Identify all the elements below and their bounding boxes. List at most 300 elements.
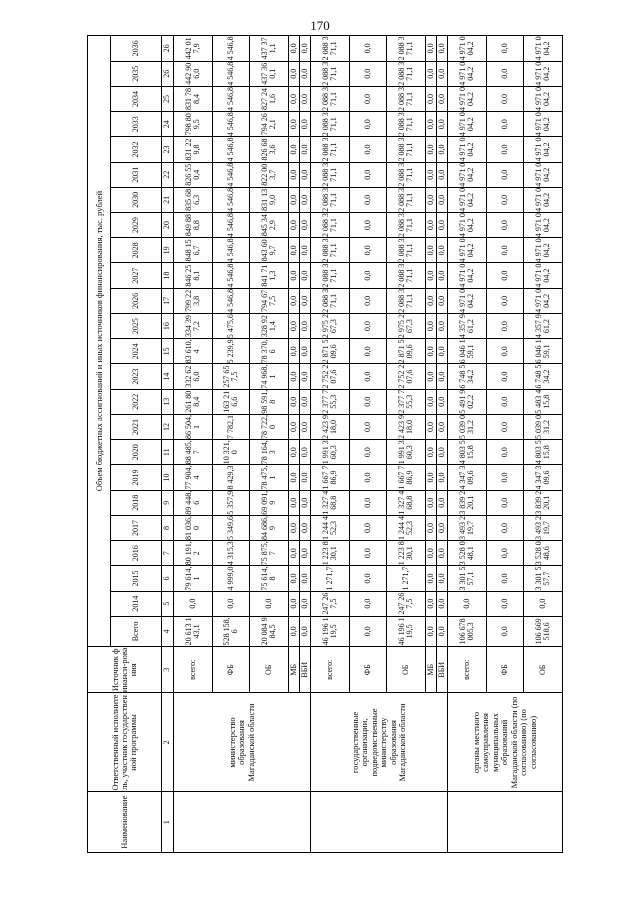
source-cell: МБ bbox=[426, 647, 437, 693]
value-cell: 0,0 bbox=[300, 187, 311, 212]
value-cell: 4 999,0 bbox=[213, 566, 250, 591]
value-cell: 442 906,0 bbox=[174, 61, 213, 86]
source-cell: ВБИ bbox=[300, 647, 311, 693]
value-cell: 4 546,8 bbox=[213, 288, 250, 313]
value-cell: 1 223 830,1 bbox=[387, 541, 426, 566]
executor-cell: министерство образования Магаданской области bbox=[174, 693, 311, 792]
value-cell: 0,0 bbox=[289, 440, 300, 465]
value-cell: 328 921,4 bbox=[250, 313, 289, 338]
value-cell: 0,0 bbox=[289, 137, 300, 162]
value-cell: 2 377 755,3 bbox=[387, 389, 426, 414]
value-cell: 2 088 371,1 bbox=[387, 213, 426, 238]
value-cell: 0,0 bbox=[487, 465, 524, 490]
value-cell: 8 429,3 bbox=[213, 465, 250, 490]
value-cell: 831 788,4 bbox=[174, 86, 213, 111]
column-index: 1 bbox=[162, 792, 174, 853]
value-cell: 0,0 bbox=[350, 465, 387, 490]
header-year: 2024 bbox=[111, 339, 162, 364]
value-cell: 846 258,1 bbox=[174, 263, 213, 288]
column-index: 5 bbox=[162, 591, 174, 616]
value-cell: 106 678 005,3 bbox=[448, 616, 487, 646]
value-cell: 826 683,6 bbox=[250, 137, 289, 162]
value-cell: 2 871 509,6 bbox=[387, 339, 426, 364]
value-cell: 2 752 207,6 bbox=[387, 364, 426, 389]
value-cell: 1 271,7 bbox=[311, 566, 350, 591]
value-cell: 5 039 031,2 bbox=[524, 414, 563, 439]
header-year: 2032 bbox=[111, 137, 162, 162]
value-cell: 4 971 004,2 bbox=[448, 263, 487, 288]
value-cell: 0,0 bbox=[487, 364, 524, 389]
value-cell: 0,0 bbox=[289, 389, 300, 414]
column-index: 17 bbox=[162, 288, 174, 313]
value-cell: 0,0 bbox=[437, 187, 448, 212]
value-cell: 2 088 371,1 bbox=[311, 36, 350, 62]
value-cell: 0,0 bbox=[487, 86, 524, 111]
value-cell: 247 267,5 bbox=[387, 591, 426, 616]
source-cell: всего: bbox=[311, 647, 350, 693]
value-cell: 0,0 bbox=[300, 541, 311, 566]
value-cell: 4 803 515,8 bbox=[448, 440, 487, 465]
executor-cell: органы местного самоуправления муниципальных образований Магаданской области (по согласованию) (по согласованию) bbox=[448, 693, 563, 792]
value-cell: 4 546,8 bbox=[213, 61, 250, 86]
value-cell: 75 875,7 bbox=[250, 541, 289, 566]
value-cell: 4 971 004,2 bbox=[524, 112, 563, 137]
value-cell: 0,0 bbox=[437, 591, 448, 616]
value-cell: 0,0 bbox=[437, 414, 448, 439]
value-cell: 3 528 048,1 bbox=[448, 541, 487, 566]
name-cell bbox=[174, 792, 311, 853]
header-year: 2031 bbox=[111, 162, 162, 187]
header-year: 2021 bbox=[111, 414, 162, 439]
value-cell: 0,0 bbox=[300, 616, 311, 646]
value-cell: 799 223,8 bbox=[174, 288, 213, 313]
page-number: 170 bbox=[310, 18, 330, 33]
value-cell: 4 546,8 bbox=[213, 36, 250, 62]
value-cell: 2 088 371,1 bbox=[387, 61, 426, 86]
value-cell: 0,0 bbox=[487, 616, 524, 646]
value-cell: 2 088 371,1 bbox=[387, 137, 426, 162]
value-cell: 4 803 515,8 bbox=[524, 440, 563, 465]
name-cell bbox=[448, 792, 563, 853]
value-cell: 0,0 bbox=[350, 213, 387, 238]
value-cell: 4 971 004,2 bbox=[524, 238, 563, 263]
value-cell: 0,0 bbox=[289, 490, 300, 515]
value-cell: 0,0 bbox=[289, 515, 300, 540]
executor-cell: государственные организации, подведомственные министерству образования Магаданской области bbox=[311, 693, 448, 792]
value-cell: 0,0 bbox=[289, 339, 300, 364]
value-cell: 6 748 534,2 bbox=[524, 364, 563, 389]
value-cell: 0,0 bbox=[437, 515, 448, 540]
value-cell: 2 088 371,1 bbox=[387, 112, 426, 137]
value-cell: 0,0 bbox=[426, 313, 437, 338]
source-cell: ОБ bbox=[387, 647, 426, 693]
value-cell: 4 971 004,2 bbox=[448, 36, 487, 62]
value-cell: 0,0 bbox=[437, 213, 448, 238]
source-cell: ОБ bbox=[250, 647, 289, 693]
value-cell: 4 971 004,2 bbox=[448, 61, 487, 86]
value-cell: 0,0 bbox=[487, 263, 524, 288]
value-cell: 0,0 bbox=[174, 591, 213, 616]
table-row bbox=[448, 36, 487, 853]
index-row bbox=[162, 36, 174, 853]
value-cell: 0,0 bbox=[300, 213, 311, 238]
value-cell: 0,0 bbox=[426, 515, 437, 540]
value-cell: 0,0 bbox=[487, 541, 524, 566]
value-cell: 0,0 bbox=[300, 490, 311, 515]
value-cell: 0,0 bbox=[300, 364, 311, 389]
header-executor: Ответственный исполнитель, участник государственной программы bbox=[88, 693, 162, 792]
header-source: Источник финанси-рования bbox=[88, 647, 162, 693]
header-year: 2018 bbox=[111, 490, 162, 515]
value-cell: 4 546,8 bbox=[213, 162, 250, 187]
value-cell: 0,0 bbox=[426, 591, 437, 616]
header-year: 2034 bbox=[111, 86, 162, 111]
value-cell: 0,0 bbox=[426, 86, 437, 111]
value-cell: 0,0 bbox=[289, 187, 300, 212]
value-cell: 0,0 bbox=[426, 162, 437, 187]
value-cell: 0,0 bbox=[300, 440, 311, 465]
value-cell: 2 088 371,1 bbox=[311, 137, 350, 162]
value-cell: 163 216,6 bbox=[213, 389, 250, 414]
value-cell: 0,0 bbox=[289, 541, 300, 566]
value-cell: 0,0 bbox=[350, 238, 387, 263]
value-cell: 0,0 bbox=[437, 238, 448, 263]
column-index: 9 bbox=[162, 490, 174, 515]
value-cell: 437 371,1 bbox=[250, 36, 289, 62]
value-cell: 78 475,1 bbox=[250, 465, 289, 490]
column-index: 13 bbox=[162, 389, 174, 414]
header-year: 2033 bbox=[111, 112, 162, 137]
value-cell: 794 677,5 bbox=[250, 288, 289, 313]
value-cell: 69 091,9 bbox=[250, 490, 289, 515]
value-cell: 0,0 bbox=[350, 364, 387, 389]
value-cell: 5 491 902,2 bbox=[448, 389, 487, 414]
value-cell: 0,0 bbox=[300, 414, 311, 439]
header-year: 2020 bbox=[111, 440, 162, 465]
value-cell: 0,0 bbox=[426, 389, 437, 414]
value-cell: 0,0 bbox=[426, 137, 437, 162]
value-cell: 4 971 004,2 bbox=[448, 238, 487, 263]
column-index: 20 bbox=[162, 213, 174, 238]
value-cell: 81 036,0 bbox=[174, 515, 213, 540]
value-cell: 4 357 961,2 bbox=[524, 313, 563, 338]
value-cell: 0,0 bbox=[437, 112, 448, 137]
value-cell: 2 423 918,0 bbox=[387, 414, 426, 439]
column-index: 10 bbox=[162, 465, 174, 490]
value-cell: 5 475,6 bbox=[213, 313, 250, 338]
header-year: 2030 bbox=[111, 187, 162, 212]
value-cell: 1 271,7 bbox=[387, 566, 426, 591]
value-cell: 849 888,8 bbox=[174, 213, 213, 238]
value-cell: 798 809,5 bbox=[174, 112, 213, 137]
value-cell: 1 667 786,9 bbox=[311, 465, 350, 490]
value-cell: 78 370,6 bbox=[250, 339, 289, 364]
value-cell: 2 088 371,1 bbox=[311, 238, 350, 263]
value-cell: 4 971 004,2 bbox=[524, 137, 563, 162]
value-cell: 0,0 bbox=[350, 36, 387, 62]
value-cell: 1 244 452,3 bbox=[311, 515, 350, 540]
value-cell: 843 609,7 bbox=[250, 238, 289, 263]
value-cell: 1 991 360,3 bbox=[311, 440, 350, 465]
value-cell: 0,0 bbox=[289, 238, 300, 263]
value-cell: 0,0 bbox=[289, 465, 300, 490]
value-cell: 0,0 bbox=[300, 112, 311, 137]
column-index: 7 bbox=[162, 541, 174, 566]
value-cell: 0,0 bbox=[300, 313, 311, 338]
column-index: 2 bbox=[162, 693, 174, 792]
value-cell: 0,0 bbox=[300, 238, 311, 263]
value-cell: 4 347 309,6 bbox=[524, 465, 563, 490]
source-cell: ФБ bbox=[350, 647, 387, 693]
column-index: 18 bbox=[162, 263, 174, 288]
header-name: Наименование bbox=[88, 792, 162, 853]
value-cell: 247 267,5 bbox=[311, 591, 350, 616]
value-cell: 0,0 bbox=[437, 288, 448, 313]
value-cell: 0,0 bbox=[437, 137, 448, 162]
value-cell: 0,0 bbox=[289, 36, 300, 62]
column-index: 4 bbox=[162, 616, 174, 646]
value-cell: 0,0 bbox=[426, 238, 437, 263]
value-cell: 0,0 bbox=[350, 61, 387, 86]
value-cell: 822 003,7 bbox=[250, 162, 289, 187]
value-cell: 86 504,1 bbox=[174, 414, 213, 439]
funding-table bbox=[87, 35, 563, 853]
column-index: 11 bbox=[162, 440, 174, 465]
value-cell: 0,0 bbox=[426, 263, 437, 288]
value-cell: 2 088 371,1 bbox=[311, 187, 350, 212]
value-cell: 0,0 bbox=[487, 414, 524, 439]
value-cell: 2 088 371,1 bbox=[387, 162, 426, 187]
value-cell: 3 528 048,6 bbox=[524, 541, 563, 566]
value-cell: 0,0 bbox=[487, 566, 524, 591]
table-row bbox=[311, 36, 350, 853]
value-cell: 0,0 bbox=[426, 288, 437, 313]
value-cell: 0,0 bbox=[300, 61, 311, 86]
value-cell: 0,0 bbox=[289, 162, 300, 187]
value-cell: 0,0 bbox=[289, 263, 300, 288]
value-cell: 0,0 bbox=[350, 389, 387, 414]
header-row bbox=[88, 36, 111, 853]
column-index: 6 bbox=[162, 566, 174, 591]
value-cell: 1 244 452,3 bbox=[387, 515, 426, 540]
value-cell: 4 546,8 bbox=[213, 112, 250, 137]
header-year: 2019 bbox=[111, 465, 162, 490]
column-index: 16 bbox=[162, 313, 174, 338]
value-cell: 3 493 219,7 bbox=[524, 515, 563, 540]
value-cell: 0,0 bbox=[350, 414, 387, 439]
value-cell: 3 839 220,1 bbox=[524, 490, 563, 515]
value-cell: 835 686,3 bbox=[174, 187, 213, 212]
value-cell: 4 546,8 bbox=[213, 213, 250, 238]
value-cell: 5 483 415,8 bbox=[524, 389, 563, 414]
value-cell: 0,0 bbox=[289, 288, 300, 313]
value-cell: 0,0 bbox=[350, 490, 387, 515]
value-cell: 6 748 534,2 bbox=[448, 364, 487, 389]
value-cell: 2 975 267,3 bbox=[311, 313, 350, 338]
value-cell: 442 017,9 bbox=[174, 36, 213, 62]
column-index: 23 bbox=[162, 137, 174, 162]
value-cell: 332 626,0 bbox=[174, 364, 213, 389]
value-cell: 74 968,1 bbox=[250, 364, 289, 389]
value-cell: 5 357,9 bbox=[213, 490, 250, 515]
value-cell: 0,0 bbox=[350, 440, 387, 465]
value-cell: 0,0 bbox=[487, 213, 524, 238]
value-cell: 89 448,6 bbox=[174, 490, 213, 515]
value-cell: 0,0 bbox=[437, 616, 448, 646]
value-cell: 0,0 bbox=[289, 566, 300, 591]
value-cell: 0,0 bbox=[487, 389, 524, 414]
value-cell: 4 971 004,2 bbox=[448, 187, 487, 212]
value-cell: 4 971 004,2 bbox=[524, 86, 563, 111]
value-cell: 0,0 bbox=[350, 137, 387, 162]
value-cell: 4 546,8 bbox=[213, 263, 250, 288]
header-year: 2016 bbox=[111, 541, 162, 566]
value-cell: 0,0 bbox=[289, 591, 300, 616]
value-cell: 10 321,0 bbox=[213, 440, 250, 465]
value-cell: 4 546,8 bbox=[213, 238, 250, 263]
value-cell: 79 614,1 bbox=[174, 566, 213, 591]
value-cell: 4 546,8 bbox=[213, 86, 250, 111]
value-cell: 2 088 371,1 bbox=[387, 263, 426, 288]
value-cell: 831 139,0 bbox=[250, 187, 289, 212]
value-cell: 0,0 bbox=[437, 541, 448, 566]
value-cell: 0,0 bbox=[289, 313, 300, 338]
value-cell: 0,0 bbox=[426, 616, 437, 646]
value-cell: 84 686,9 bbox=[250, 515, 289, 540]
value-cell: 4 971 004,2 bbox=[448, 288, 487, 313]
value-cell: 3 493 219,7 bbox=[448, 515, 487, 540]
value-cell: 0,0 bbox=[437, 61, 448, 86]
value-cell: 3 301 557,7 bbox=[524, 566, 563, 591]
value-cell: 794 262,1 bbox=[250, 112, 289, 137]
value-cell: 98 591,8 bbox=[250, 389, 289, 414]
value-cell: 0,0 bbox=[289, 86, 300, 111]
value-cell: 0,0 bbox=[300, 162, 311, 187]
header-year: 2035 bbox=[111, 61, 162, 86]
value-cell: 0,0 bbox=[350, 86, 387, 111]
name-cell bbox=[311, 792, 448, 853]
value-cell: 334 397,2 bbox=[174, 313, 213, 338]
value-cell: 0,0 bbox=[426, 112, 437, 137]
value-cell: 0,0 bbox=[487, 112, 524, 137]
value-cell: 2 088 371,1 bbox=[387, 288, 426, 313]
value-cell: 1 327 468,8 bbox=[387, 490, 426, 515]
source-cell: ВБИ bbox=[437, 647, 448, 693]
value-cell: 261 808,4 bbox=[174, 389, 213, 414]
value-cell: 80 191,2 bbox=[174, 541, 213, 566]
column-index: 25 bbox=[162, 86, 174, 111]
value-cell: 106 669 518,6 bbox=[524, 616, 563, 646]
value-cell: 20 084 984,5 bbox=[250, 616, 289, 646]
value-cell: 75 614,8 bbox=[250, 566, 289, 591]
value-cell: 257 657,5 bbox=[213, 364, 250, 389]
value-cell: 0,0 bbox=[437, 465, 448, 490]
value-cell: 0,0 bbox=[437, 162, 448, 187]
source-cell: всего: bbox=[448, 647, 487, 693]
value-cell: 2 088 371,1 bbox=[387, 238, 426, 263]
value-cell: 4 971 004,2 bbox=[448, 86, 487, 111]
value-cell: 4 546,8 bbox=[213, 137, 250, 162]
header-year: 2023 bbox=[111, 364, 162, 389]
value-cell: 0,0 bbox=[350, 288, 387, 313]
value-cell: 0,0 bbox=[350, 591, 387, 616]
value-cell: 0,0 bbox=[487, 238, 524, 263]
value-cell: 0,0 bbox=[426, 339, 437, 364]
header-year: 2029 bbox=[111, 213, 162, 238]
column-index: 26 bbox=[162, 61, 174, 86]
value-cell: 4 347 309,6 bbox=[448, 465, 487, 490]
value-cell: 0,0 bbox=[448, 591, 487, 616]
value-cell: 2 088 371,1 bbox=[311, 263, 350, 288]
value-cell: 0,0 bbox=[300, 515, 311, 540]
value-cell: 0,0 bbox=[250, 591, 289, 616]
value-cell: 826 550,4 bbox=[174, 162, 213, 187]
value-cell: 2 088 371,1 bbox=[311, 162, 350, 187]
value-cell: 0,0 bbox=[289, 213, 300, 238]
value-cell: 0,0 bbox=[487, 591, 524, 616]
value-cell: 0,0 bbox=[426, 61, 437, 86]
value-cell: 0,0 bbox=[487, 162, 524, 187]
value-cell: 46 196 119,5 bbox=[387, 616, 426, 646]
value-cell: 0,0 bbox=[213, 591, 250, 616]
header-funding: Объем бюджетных ассигнований и иных источников финансирования, тыс. рублей bbox=[88, 36, 111, 647]
value-cell: 0,0 bbox=[350, 112, 387, 137]
value-cell: 0,0 bbox=[487, 339, 524, 364]
value-cell: 0,0 bbox=[487, 36, 524, 62]
value-cell: 0,0 bbox=[524, 591, 563, 616]
value-cell: 0,0 bbox=[350, 263, 387, 288]
value-cell: 437 360,1 bbox=[250, 61, 289, 86]
value-cell: 845 342,9 bbox=[250, 213, 289, 238]
value-cell: 4 971 004,2 bbox=[448, 162, 487, 187]
value-cell: 2 752 207,6 bbox=[311, 364, 350, 389]
value-cell: 2 377 755,3 bbox=[311, 389, 350, 414]
column-index: 21 bbox=[162, 187, 174, 212]
header-year: 2015 bbox=[111, 566, 162, 591]
value-cell: 0,0 bbox=[437, 440, 448, 465]
value-cell: 0,0 bbox=[300, 137, 311, 162]
value-cell: 848 156,7 bbox=[174, 238, 213, 263]
value-cell: 0,0 bbox=[426, 440, 437, 465]
value-cell: 0,0 bbox=[437, 36, 448, 62]
value-cell: 0,0 bbox=[487, 61, 524, 86]
value-cell: 0,0 bbox=[426, 490, 437, 515]
rotated-table-container bbox=[87, 35, 581, 853]
value-cell: 4 971 004,2 bbox=[524, 61, 563, 86]
value-cell: 4 971 004,2 bbox=[524, 288, 563, 313]
value-cell: 0,0 bbox=[350, 187, 387, 212]
header-year: 2022 bbox=[111, 389, 162, 414]
source-cell: ФБ bbox=[487, 647, 524, 693]
value-cell: 2 423 918,0 bbox=[311, 414, 350, 439]
value-cell: 0,0 bbox=[300, 591, 311, 616]
column-index: 8 bbox=[162, 515, 174, 540]
value-cell: 0,0 bbox=[426, 541, 437, 566]
column-index: 24 bbox=[162, 112, 174, 137]
value-cell: 1 223 830,1 bbox=[311, 541, 350, 566]
column-index: 14 bbox=[162, 364, 174, 389]
header-year: 2026 bbox=[111, 288, 162, 313]
value-cell: 0,0 bbox=[437, 364, 448, 389]
column-index: 19 bbox=[162, 238, 174, 263]
value-cell: 4 971 004,2 bbox=[448, 112, 487, 137]
value-cell: 46 196 119,5 bbox=[311, 616, 350, 646]
table-row bbox=[174, 36, 213, 853]
value-cell: 2 088 371,1 bbox=[311, 213, 350, 238]
value-cell: 0,0 bbox=[350, 616, 387, 646]
column-index: 22 bbox=[162, 162, 174, 187]
value-cell: 4 357 961,2 bbox=[448, 313, 487, 338]
